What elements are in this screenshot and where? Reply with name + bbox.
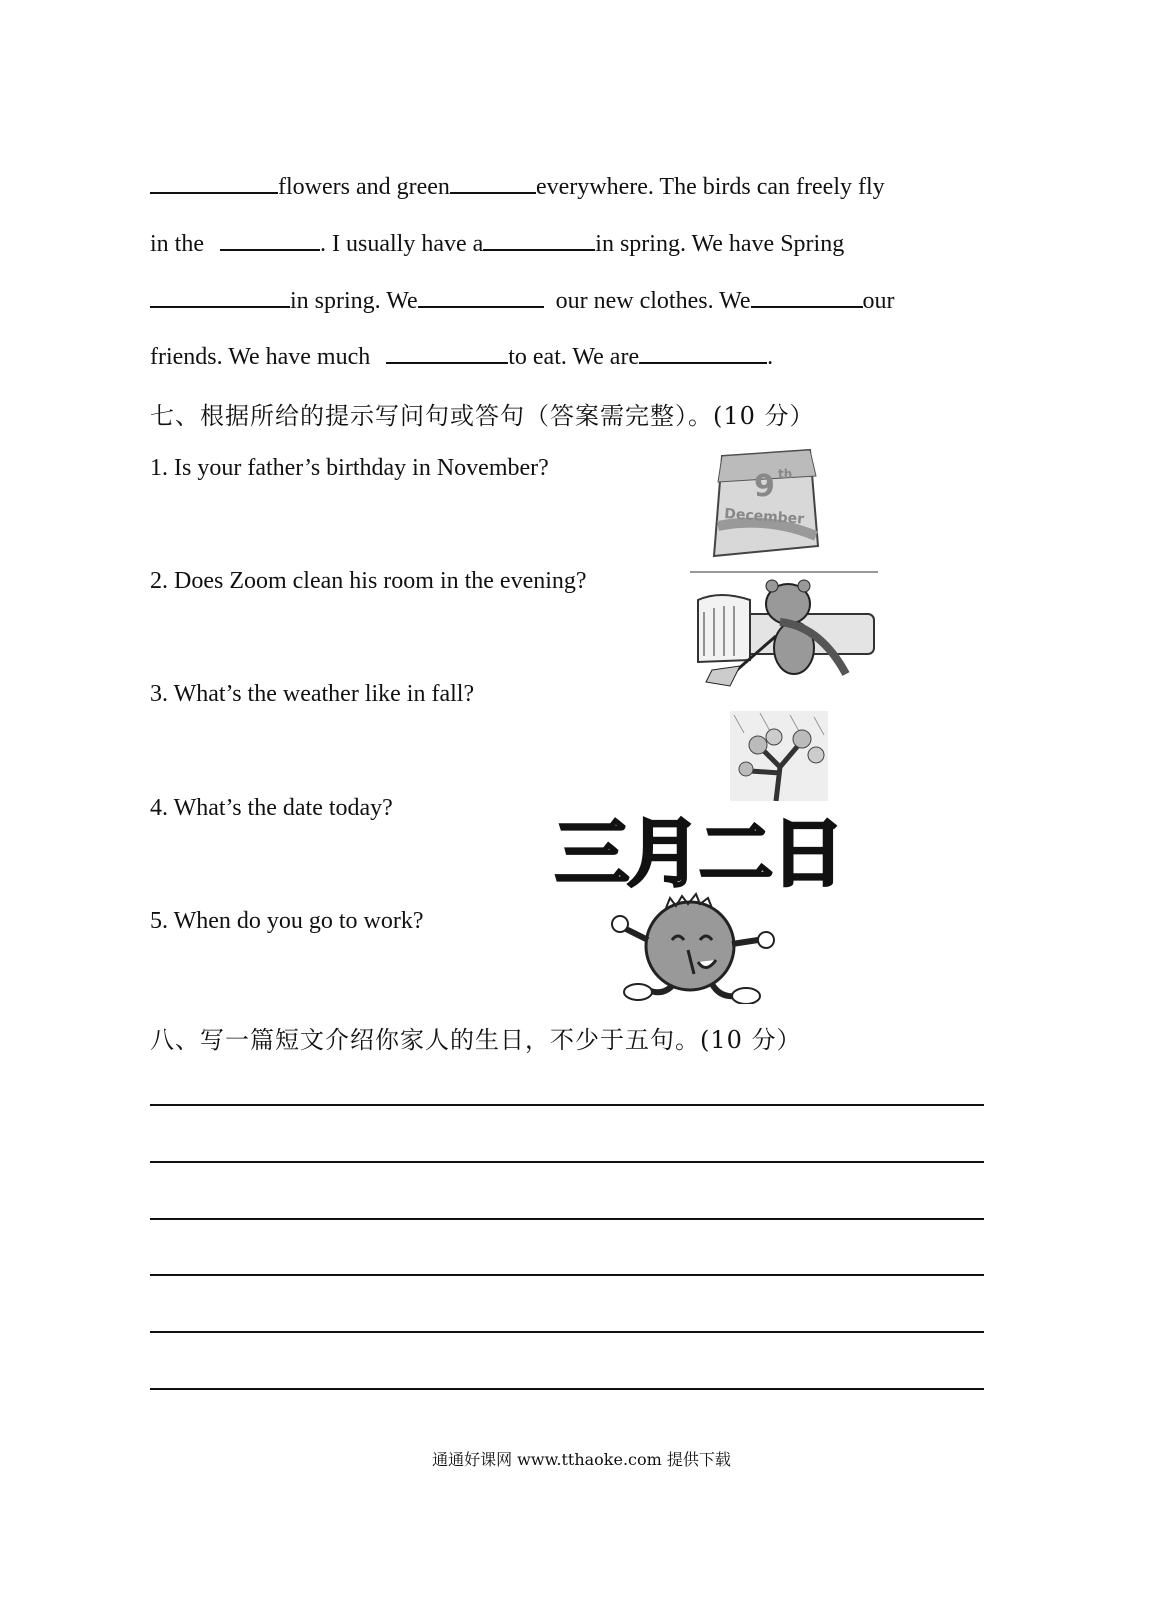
writing-line[interactable] bbox=[150, 1104, 984, 1106]
bear-sweeping-picture bbox=[690, 570, 880, 690]
question-2: 2. Does Zoom clean his room in the evening? bbox=[150, 568, 587, 594]
writing-line[interactable] bbox=[150, 1161, 984, 1163]
clock-character-picture bbox=[608, 892, 778, 1004]
answer-blank[interactable] bbox=[751, 284, 863, 308]
answer-blank[interactable] bbox=[386, 340, 508, 364]
calendar-day-suffix: th bbox=[778, 467, 793, 481]
writing-line[interactable] bbox=[150, 1274, 984, 1276]
writing-line[interactable] bbox=[150, 1218, 984, 1220]
answer-blank[interactable] bbox=[639, 340, 767, 364]
cloze-text: in the bbox=[150, 231, 210, 257]
answer-blank[interactable] bbox=[220, 227, 320, 251]
cloze-text: in spring. We have Spring bbox=[595, 231, 845, 257]
cloze-text: . I usually have a bbox=[320, 231, 484, 257]
question-5: 5. When do you go to work? bbox=[150, 908, 424, 934]
writing-line[interactable] bbox=[150, 1331, 984, 1333]
cloze-line-3 bbox=[150, 284, 895, 316]
cloze-text: our new clothes. We bbox=[555, 288, 751, 314]
answer-blank[interactable] bbox=[150, 284, 290, 308]
date-prompt: 三月二日 bbox=[555, 811, 843, 897]
section8-heading: 八、写一篇短文介绍你家人的生日，不少于五句。(10 分） bbox=[150, 1026, 802, 1054]
section7-heading: 七、根据所给的提示写问句或答句（答案需完整）。(10 分） bbox=[150, 402, 815, 430]
calendar-day: 9 bbox=[754, 469, 775, 504]
cloze-text: flowers and green bbox=[278, 174, 450, 200]
cloze-text: to eat. We are bbox=[508, 344, 640, 370]
calendar-picture bbox=[708, 446, 820, 560]
question-1: 1. Is your father’s birthday in November? bbox=[150, 455, 549, 481]
cloze-line-1 bbox=[150, 170, 885, 202]
cloze-text: . bbox=[767, 344, 774, 370]
question-3: 3. What’s the weather like in fall? bbox=[150, 681, 475, 707]
cloze-text: our bbox=[862, 288, 895, 314]
writing-line[interactable] bbox=[150, 1388, 984, 1390]
cloze-line-4 bbox=[150, 340, 773, 372]
cloze-text: friends. We have much bbox=[150, 344, 377, 370]
cloze-text: in spring. We bbox=[290, 288, 418, 314]
answer-blank[interactable] bbox=[150, 170, 278, 194]
answer-blank[interactable] bbox=[450, 170, 536, 194]
calendar-month: December bbox=[723, 506, 805, 528]
answer-blank[interactable] bbox=[418, 284, 544, 308]
answer-blank[interactable] bbox=[483, 227, 595, 251]
cloze-line-2 bbox=[150, 227, 844, 259]
question-4: 4. What’s the date today? bbox=[150, 795, 393, 821]
footer-text: 通通好课网 www.tthaoke.com 提供下载 bbox=[432, 1450, 731, 1469]
cloze-text: everywhere. The birds can freely fly bbox=[535, 174, 885, 200]
autumn-tree-picture bbox=[730, 711, 828, 801]
